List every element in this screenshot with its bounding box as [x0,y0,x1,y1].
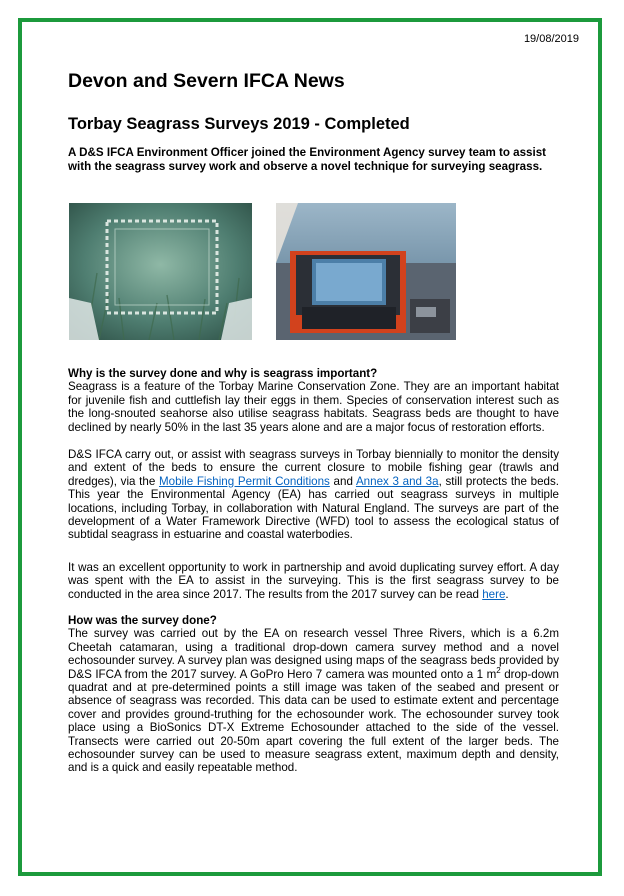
ifca-text-c: , still protects the beds. This year the Environmental Agency (EA) has carried out seagrass surveys in multiple locations, including Torbay, in collaboration with Natural England. The surveys are part of the development of a Water Framework Directive (WFD) tool to assess the ecological status of subtidal seagrass in estuarine and coastal waterbodies. [68,474,559,542]
seagrass-quadrat-photo [69,203,252,340]
partnership-text-b: . [505,587,509,601]
newsletter-title: Devon and Severn IFCA News [68,70,345,92]
date: 19/08/2019 [523,33,579,45]
how-section [68,614,559,775]
ifca-paragraph [68,448,559,542]
partnership-text-a: It was an excellent opportunity to work in partnership and avoid duplicating survey effort. A day was spent with the EA to assist in the surveying. This is the first seagrass survey to be conducted in the area since 2017. The results from the 2017 survey can be read [68,561,559,601]
mobile-fishing-permit-link[interactable]: Mobile Fishing Permit Conditions [158,474,330,488]
ifca-text-b: and [329,474,356,488]
echosounder-equipment-photo [276,203,456,340]
why-section [68,367,559,434]
why-paragraph: Seagrass is a feature of the Torbay Marine Conservation Zone. They are an important habitat for juvenile fish and cuttlefish lay their eggs in them. Species of conservation interest such as the long-snouted seahorse also utilise seagrass habitats. Seagrass beds are thought to have declined by nearly 50% in the last 35 years alone and are a major focus of restoration efforts. [68,380,559,434]
how-heading: How was the survey done? [68,614,217,627]
article-title: Torbay Seagrass Surveys 2019 - Completed [68,115,410,133]
why-heading: Why is the survey done and why is seagrass important? [68,367,378,380]
how-text-a: The survey was carried out by the EA on research vessel Three Rivers, which is a 6.2m Cheetah catamaran, using a traditional drop-down camera survey method and a novel echosounder survey. A survey plan was designed using maps of the seagrass beds provided by D&S IFCA from the 2017 survey. A GoPro Hero 7 camera was mounted onto a 1 m [68,627,559,681]
intro-paragraph: A D&S IFCA Environment Officer joined the Environment Agency survey team to assist with the seagrass survey work and observe a novel technique for surveying seagrass. [68,146,547,173]
partnership-paragraph [68,561,559,601]
ifca-text-a: D&S IFCA carry out, or assist with seagrass surveys in Torbay biennially to monitor the density and extent of the beds to ensure the current closure to mobile fishing gear (trawls and dredges), via the [68,448,559,488]
here-link[interactable]: here [482,587,506,601]
how-text-b: drop-down quadrat and at pre-determined points a still image was taken of the seabed and present or absence of seagrass was recorded. This data can be used to estimate extent and percentage cover and provides ground-truthing for the echosounder work. The echosounder survey took place using a BioSonics DT-X Extreme Echosounder attached to the side of the vessel. Transects were carried out 20-50m apart covering the full extent of the larger beds. The echosounder survey can be used to measure seagrass extent, maximum depth and density, and is a quick and easily repeatable method. [68,667,559,775]
annex-link[interactable]: Annex 3 and 3a [355,474,439,488]
superscript-two: 2 [496,665,501,675]
